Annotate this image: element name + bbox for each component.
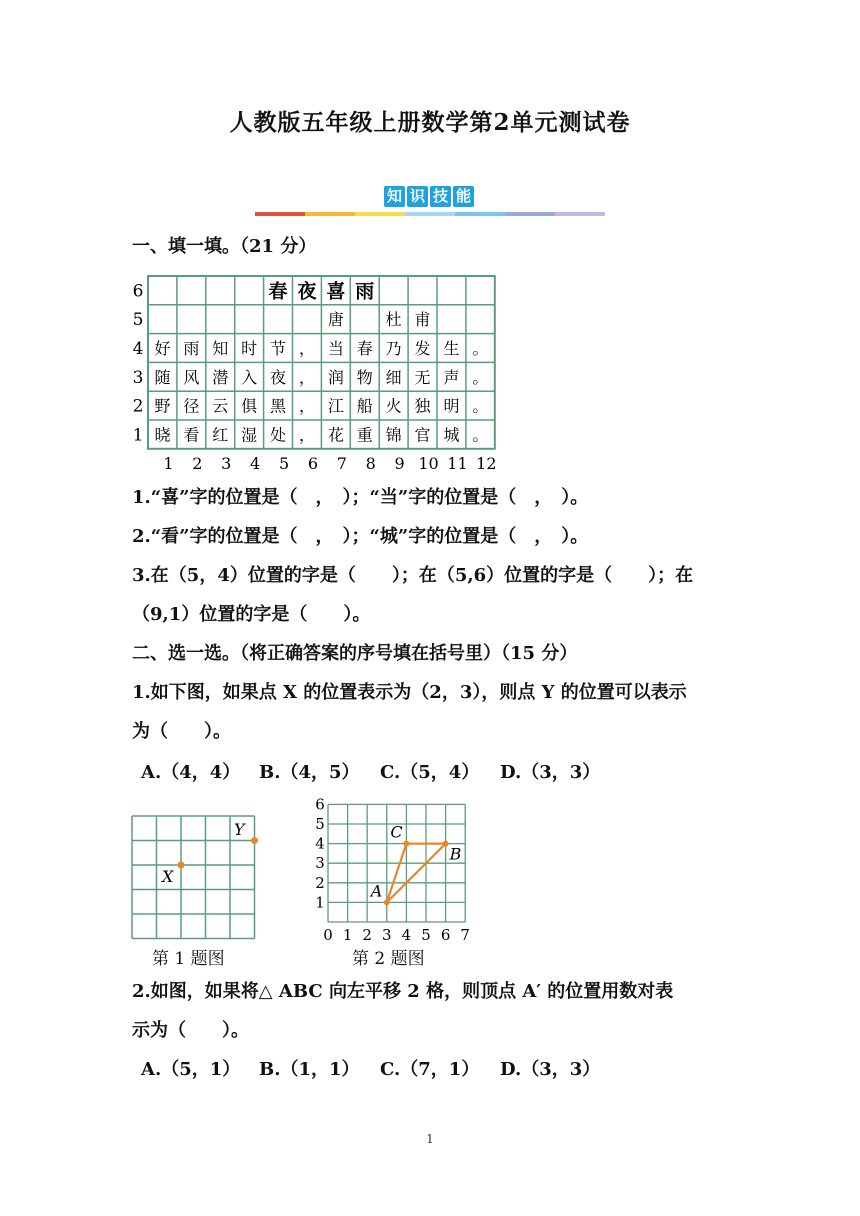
x-tick-label: 11 — [447, 453, 468, 472]
x-tick-label: 1 — [342, 926, 353, 942]
grid-character: 。 — [472, 425, 489, 445]
point-label: A — [370, 881, 383, 901]
x-tick-label: 4 — [250, 453, 261, 472]
grid-character: 红 — [212, 425, 229, 445]
grid-character: 俱 — [241, 396, 258, 416]
grid-character: ， — [298, 396, 315, 416]
poem-grid — [128, 274, 500, 472]
section1-heading: 一、填一填。（21 分） — [132, 236, 317, 257]
y-tick-label: 2 — [315, 873, 325, 892]
x-tick-label: 6 — [440, 926, 451, 942]
y-tick-label: 5 — [132, 310, 144, 331]
grid-character: 。 — [472, 339, 489, 358]
grid-character: 甫 — [414, 310, 431, 330]
point-a — [384, 899, 390, 905]
s2-question-1: 1.如下图，如果点 X 的位置表示为（2，3），则点 Y 的位置可以表示 — [132, 682, 687, 703]
x-tick-label: 2 — [192, 453, 203, 472]
section2-heading: 二、选一选。（将正确答案的序号填在括号里）（15 分） — [132, 643, 578, 664]
grid-character: 春 — [268, 280, 288, 303]
grid-character: 物 — [356, 367, 373, 387]
grid-character: 火 — [385, 396, 402, 416]
s1-question-2: 2.“看”字的位置是（ ， ）；“城”字的位置是（ ， ）。 — [132, 526, 589, 547]
s1-question-1: 1.“喜”字的位置是（ ， ）；“当”字的位置是（ ， ）。 — [132, 487, 589, 508]
badge-char: 知 — [384, 186, 405, 207]
x-tick-label: 7 — [460, 926, 470, 942]
grid-character: 润 — [327, 367, 344, 387]
figure-1-caption: 第 1 题图 — [152, 949, 225, 969]
grid-character: 城 — [443, 425, 460, 445]
x-tick-label: 4 — [401, 926, 412, 942]
figure-2-caption: 第 2 题图 — [352, 949, 425, 969]
grid-character: 声 — [443, 367, 460, 387]
s2-question-2: 2.如图，如果将△ ABC 向左平移 2 格，则顶点 A′ 的位置用数对表 — [132, 981, 674, 1002]
s2-question-1-cont: 为（ ）。 — [132, 721, 231, 742]
x-tick-label: 7 — [336, 453, 347, 472]
q2-option-b: B.（1，1） — [259, 1059, 360, 1080]
grid-character: 入 — [241, 367, 258, 387]
point-y-label: Y — [234, 820, 245, 839]
rainbow-divider — [255, 212, 605, 216]
grid-character: 。 — [472, 396, 489, 416]
grid-character: 细 — [385, 367, 402, 387]
grid-character: 晓 — [154, 425, 171, 445]
figure-2 — [308, 796, 476, 942]
q1-option-d: D.（3，3） — [500, 762, 601, 783]
section-badge — [384, 186, 474, 207]
y-tick-label: 6 — [315, 796, 325, 814]
grid-character: 知 — [212, 339, 229, 358]
q2-option-d: D.（3，3） — [500, 1059, 601, 1080]
q1-option-c: C.（5，4） — [380, 762, 480, 783]
grid-character: 好 — [154, 339, 171, 358]
x-tick-label: 6 — [307, 453, 319, 472]
x-tick-label: 3 — [382, 926, 392, 942]
grid-character: 锦 — [385, 425, 402, 445]
grid-character: 雨 — [183, 339, 200, 358]
badge-char: 识 — [407, 186, 428, 207]
grid-character: 喜 — [326, 280, 346, 303]
q2-option-a: A.（5，1） — [141, 1059, 241, 1080]
x-tick-label: 2 — [362, 926, 372, 942]
grid-character: 潜 — [212, 367, 229, 387]
q1-option-b: B.（4，5） — [259, 762, 360, 783]
y-tick-label: 3 — [132, 367, 144, 388]
grid-character: ， — [298, 425, 315, 445]
y-tick-label: 5 — [315, 815, 325, 833]
grid-character: 船 — [356, 396, 373, 416]
q2-option-c: C.（7，1） — [380, 1059, 480, 1080]
y-tick-label: 4 — [132, 339, 144, 359]
grid-character: 湿 — [241, 425, 258, 445]
grid-character: 江 — [327, 396, 344, 416]
grid-character: 。 — [472, 367, 489, 387]
point-b — [443, 841, 449, 847]
badge-char: 能 — [453, 186, 474, 207]
grid-character: 处 — [270, 425, 287, 445]
y-tick-label: 1 — [132, 425, 144, 446]
page-number: 1 — [426, 1132, 434, 1146]
grid-character: 风 — [183, 367, 200, 387]
s2-question-2-cont: 示为（ ）。 — [132, 1020, 249, 1041]
triangle-abc — [387, 844, 446, 903]
grid-character: 黑 — [270, 396, 287, 416]
grid-character: 唐 — [327, 310, 344, 330]
y-tick-label: 6 — [132, 281, 144, 302]
y-tick-label: 2 — [132, 396, 144, 417]
grid-character: ， — [298, 367, 315, 387]
grid-character: 无 — [414, 367, 431, 387]
point-label: C — [390, 822, 403, 842]
s1-question-3-cont: （9,1）位置的字是（ ）。 — [132, 604, 371, 625]
figure-1 — [128, 812, 264, 940]
grid-character: 看 — [183, 425, 200, 445]
x-tick-label: 3 — [221, 453, 232, 472]
x-tick-label: 1 — [163, 453, 174, 472]
grid-character: 乃 — [385, 339, 402, 358]
x-tick-label: 12 — [476, 453, 497, 472]
grid-character: 杜 — [385, 310, 402, 330]
y-tick-label: 4 — [315, 834, 325, 853]
grid-character: 夜 — [297, 280, 317, 303]
grid-character: 独 — [414, 396, 431, 416]
point-x — [178, 862, 185, 869]
grid-character: 花 — [327, 425, 344, 445]
point-x-label: X — [162, 867, 174, 886]
x-tick-label: 9 — [394, 453, 405, 472]
grid-character: 当 — [327, 339, 344, 358]
grid-character: 明 — [443, 396, 460, 416]
grid-character: 野 — [154, 396, 171, 416]
grid-character: 节 — [270, 339, 287, 358]
s1-question-3: 3.在（5，4）位置的字是（ ）；在（5,6）位置的字是（ ）；在 — [132, 565, 694, 586]
grid-character: 官 — [414, 425, 431, 445]
grid-character: 径 — [183, 396, 200, 416]
x-tick-label: 5 — [278, 453, 290, 472]
grid-character: 时 — [241, 339, 258, 358]
x-tick-label: 0 — [323, 926, 333, 942]
point-c — [403, 841, 409, 847]
x-tick-label: 5 — [421, 926, 431, 942]
grid-character: ， — [298, 339, 315, 358]
grid-character: 随 — [154, 367, 171, 387]
page-title: 人教版五年级上册数学第2单元测试卷 — [229, 109, 631, 136]
grid-character: 发 — [414, 339, 431, 358]
y-tick-label: 3 — [315, 854, 325, 873]
badge-char: 技 — [430, 186, 451, 207]
grid-character: 云 — [212, 396, 229, 416]
grid-character: 春 — [356, 339, 373, 358]
x-tick-label: 8 — [365, 453, 376, 472]
q1-option-a: A.（4，4） — [141, 762, 241, 783]
grid-character: 夜 — [270, 367, 287, 387]
grid-character: 雨 — [355, 280, 375, 303]
point-label: B — [449, 844, 462, 864]
x-tick-label: 10 — [418, 453, 439, 472]
grid-character: 生 — [443, 339, 460, 358]
point-y — [251, 837, 258, 844]
grid-character: 重 — [356, 425, 373, 445]
y-tick-label: 1 — [315, 893, 325, 912]
